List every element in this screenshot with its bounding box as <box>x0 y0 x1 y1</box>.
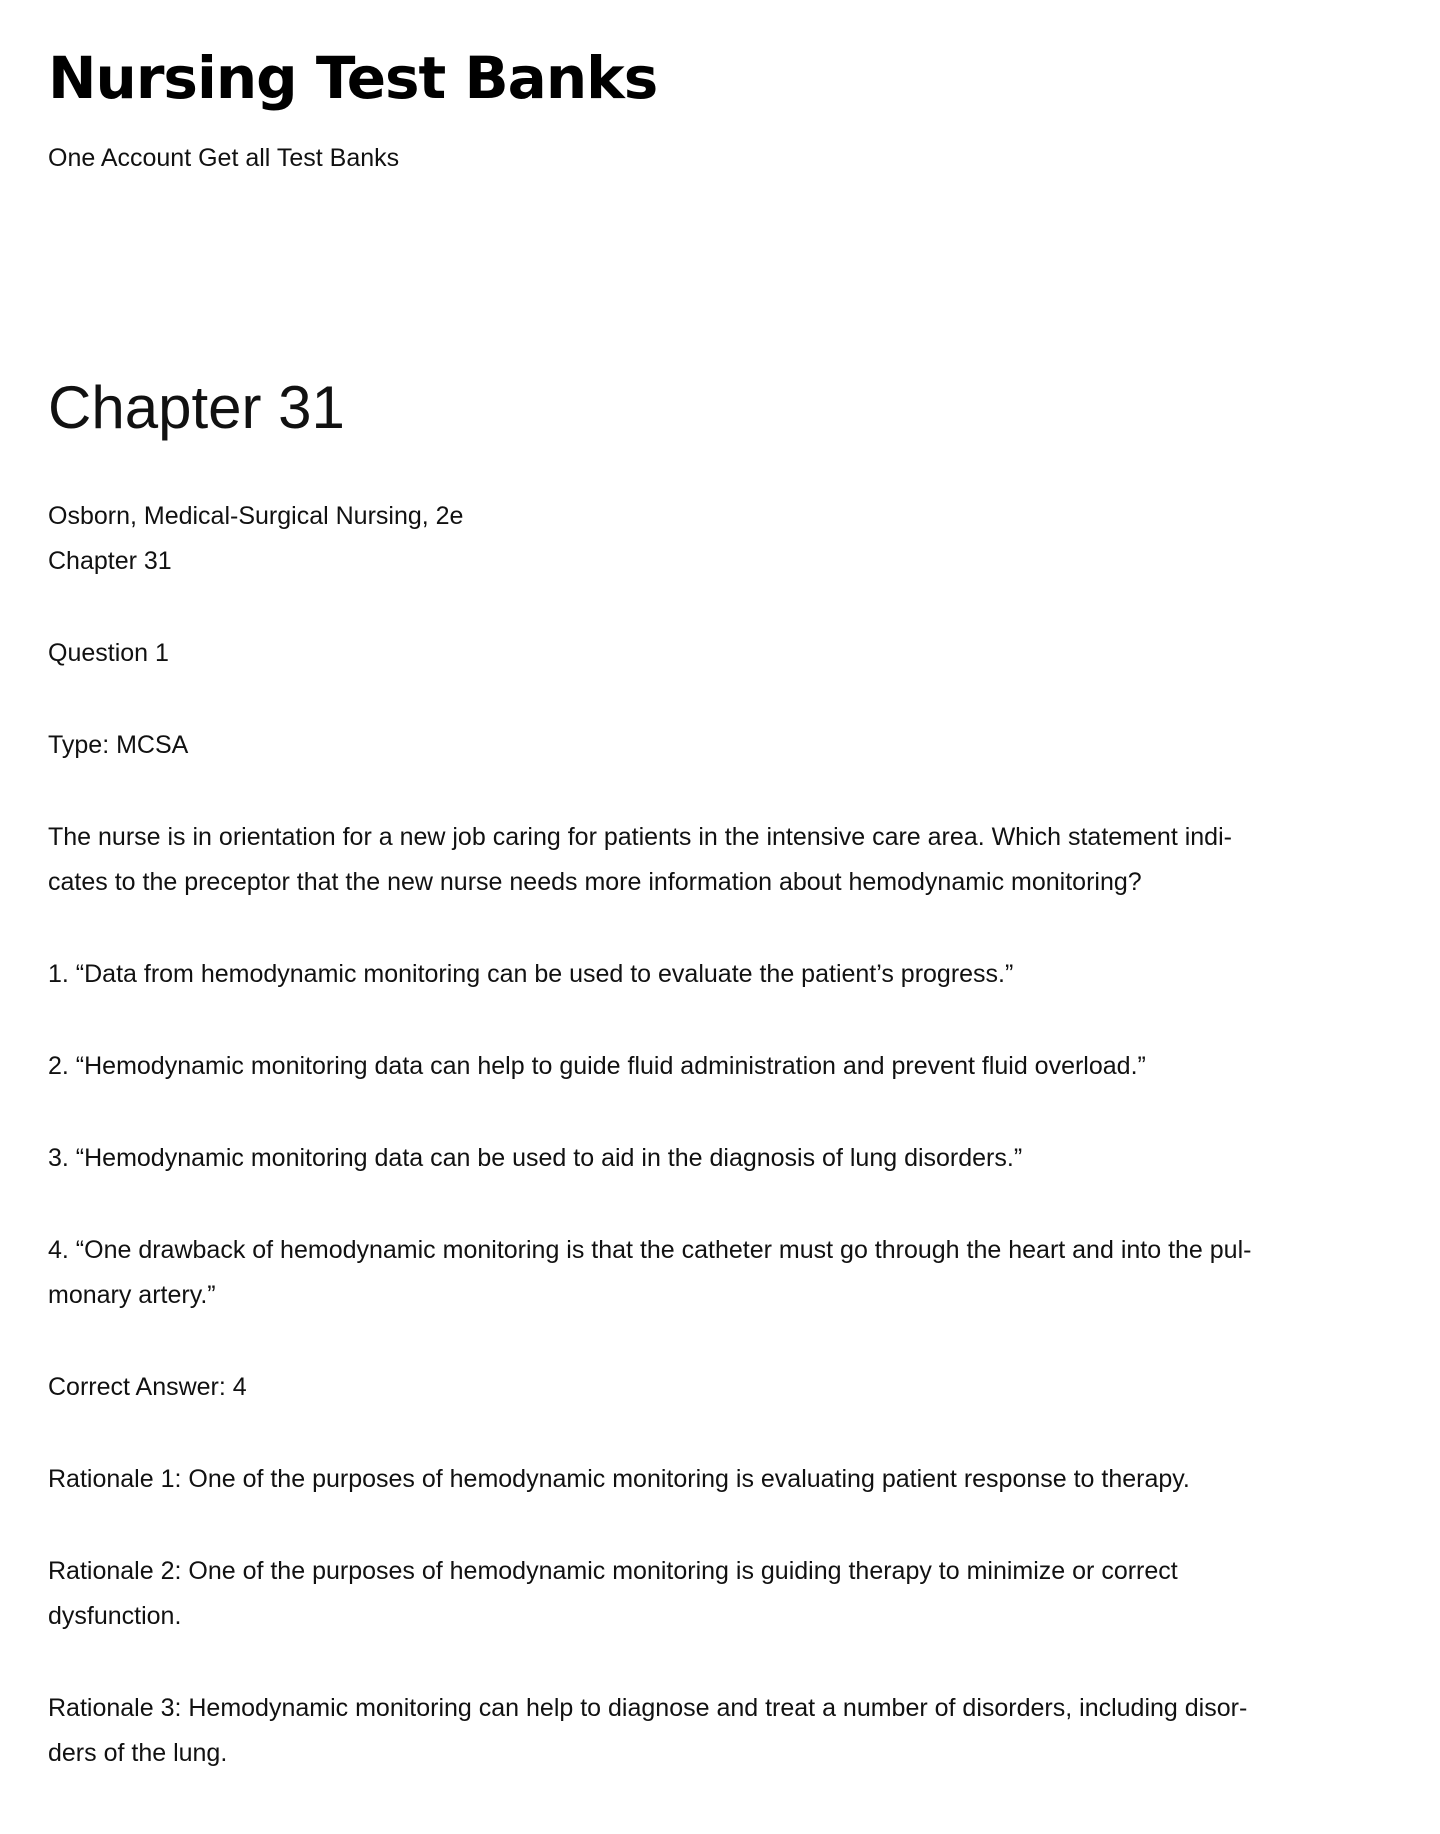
answer-option-line: 3. “Hemodynamic monitoring data can be used to aid in the diagnosis of lung disorders.” <box>48 1144 1023 1172</box>
rationale-line: Rationale 3: Hemodynamic monitoring can help to diagnose and treat a number of disorders, including disor- <box>48 1694 1248 1722</box>
question-stem-line: The nurse is in orientation for a new job caring for patients in the intensive care area. Which statement indi- <box>48 823 1232 851</box>
question-stem <box>48 815 1398 905</box>
answer-option-1 <box>48 952 1398 997</box>
answer-option-3 <box>48 1136 1398 1181</box>
rationale-3 <box>48 1686 1398 1776</box>
question-label: Question 1 <box>48 639 169 667</box>
answer-option-2 <box>48 1044 1398 1089</box>
rationale-line: Rationale 2: One of the purposes of hemodynamic monitoring is guiding therapy to minimize or correct <box>48 1557 1178 1585</box>
answer-option-line: 1. “Data from hemodynamic monitoring can be used to evaluate the patient’s progress.” <box>48 960 1014 988</box>
question-stem-line: cates to the preceptor that the new nurse needs more information about hemodynamic monitoring? <box>48 868 1142 896</box>
answer-option-line: 2. “Hemodynamic monitoring data can help to guide ﬂuid administration and prevent ﬂuid overload.” <box>48 1052 1146 1080</box>
site-title: Nursing Test Banks <box>48 44 658 112</box>
source-line: Osborn, Medical-Surgical Nursing, 2e <box>48 502 464 530</box>
question-type: Type: MCSA <box>48 731 189 759</box>
answer-option-line: 4. “One drawback of hemodynamic monitoring is that the catheter must go through the heart and into the pul- <box>48 1236 1252 1264</box>
chapter-heading: Chapter 31 <box>48 374 345 441</box>
rationale-line: ders of the lung. <box>48 1739 228 1767</box>
rationale-1 <box>48 1457 1398 1502</box>
chapter-subheading: Chapter 31 <box>48 547 172 575</box>
rationale-line: dysfunction. <box>48 1602 182 1630</box>
correct-answer: Correct Answer: 4 <box>48 1373 247 1401</box>
answer-option-4 <box>48 1228 1398 1318</box>
site-tagline: One Account Get all Test Banks <box>48 144 400 172</box>
answer-option-line: monary artery.” <box>48 1281 216 1309</box>
rationale-line: Rationale 1: One of the purposes of hemodynamic monitoring is evaluating patient response to therapy. <box>48 1465 1190 1493</box>
question-content <box>48 494 1398 1776</box>
rationale-2 <box>48 1549 1398 1639</box>
